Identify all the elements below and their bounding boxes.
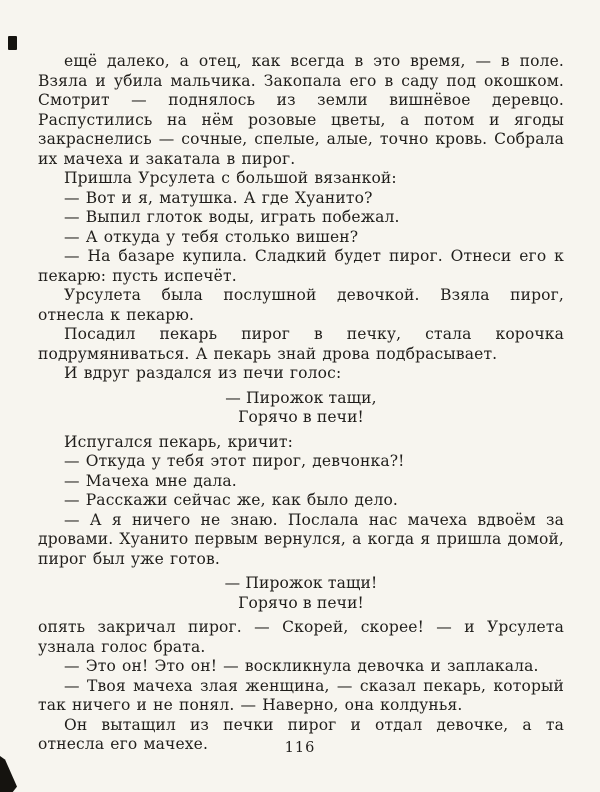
dialogue-line: — Мачеха мне дала.: [64, 471, 237, 490]
page-number: 116: [284, 740, 316, 756]
paragraph: Пришла Урсулета с большой вязанкой:: [64, 169, 397, 187]
verse-line: Горячо в печи!: [238, 593, 364, 612]
verse-line: — Пирожок тащи,: [225, 388, 377, 407]
paragraph: ещё далеко, а отец, как всегда в это время, — в поле. Взяла и убила мальчика. Закопала его в саду под окошком. Смотрит — поднялось из земли вишнёвое деревцо. Распустились на нём розовые цветы, а потом и ягоды закраснелись — сочные, спелые, алые, точно кровь. Собрала их мачеха и закатала в пирог.: [38, 52, 564, 168]
paragraph: Урсулета была послушной девочкой. Взяла пирог, отнесла к пекарю.: [38, 286, 564, 324]
dialogue-line: — Твоя мачеха злая женщина, — сказал пекарь, который так ничего и не понял. — Наверно, она колдунья.: [38, 676, 564, 714]
dialogue-line: — На базаре купила. Сладкий будет пирог. Отнеси его к пекарю: пусть испечёт.: [38, 247, 564, 285]
dialogue-line: — Выпил глоток воды, играть побежал.: [64, 208, 400, 226]
verse: [38, 389, 564, 428]
scan-artifact-top-left: [8, 36, 17, 50]
dialogue-line: — Это он! Это он! — воскликнула девочка и заплакала.: [64, 657, 539, 675]
dialogue-line: — А я ничего не знаю. Послала нас мачеха вдвоём за дровами. Хуанито первым вернулся, а когда я пришла домой, пирог был уже готов.: [38, 510, 564, 568]
paragraph: Он вытащил из печки пирог и отдал девочке, а та отнесла его мачехе.: [38, 715, 564, 753]
dialogue-line: — Откуда у тебя этот пирог, девчонка?!: [64, 452, 405, 470]
verse-line: Горячо в печи!: [238, 408, 364, 426]
verse: [38, 574, 564, 613]
dialogue-line: — А откуда у тебя столько вишен?: [64, 227, 359, 246]
text-block: [38, 52, 564, 755]
paragraph: опять закричал пирог. — Скорей, скорее! — и Урсулета узнала голос брата.: [38, 618, 564, 656]
paragraph: Посадил пекарь пирог в печку, стала корочка подрумяниваться. А пекарь знай дрова подбрасывает.: [38, 325, 564, 363]
dialogue-line: — Расскажи сейчас же, как было дело.: [64, 491, 399, 509]
verse-line: — Пирожок тащи!: [224, 574, 378, 592]
dialogue-line: — Вот и я, матушка. А где Хуанито?: [64, 188, 373, 207]
paragraph: Испугался пекарь, кричит:: [64, 432, 293, 451]
paragraph: И вдруг раздался из печи голос:: [64, 364, 342, 382]
scan-artifact-bottom-left: [0, 756, 17, 792]
